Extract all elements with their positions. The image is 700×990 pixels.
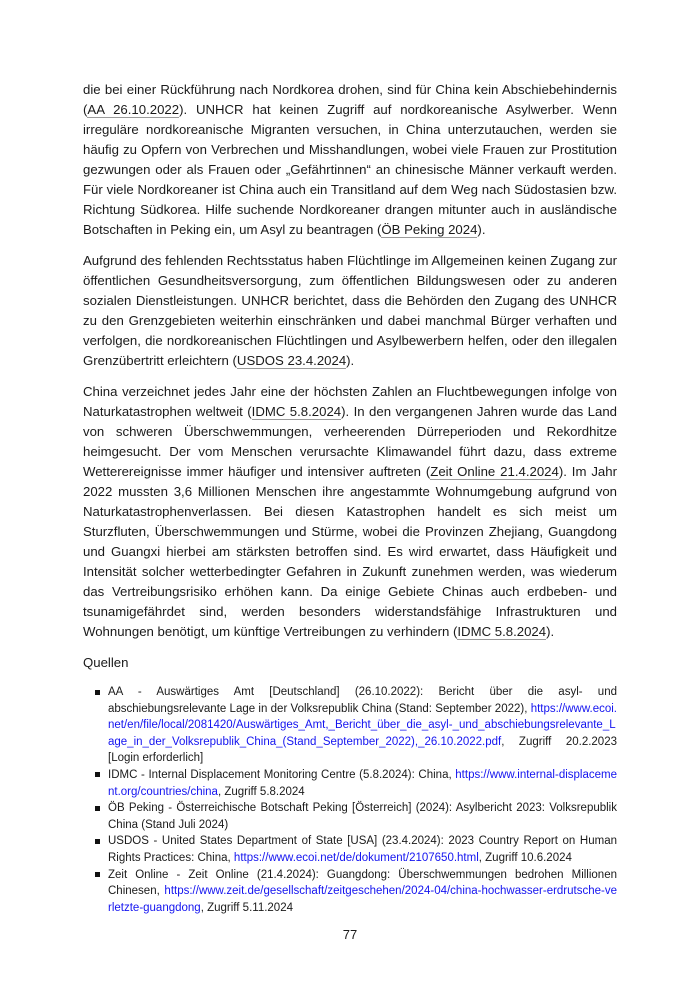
bullet-square-icon [95,872,100,877]
citation-link[interactable]: ÖB Peking 2024 [381,222,478,237]
bullet-square-icon [95,690,100,695]
text-run: IDMC - Internal Displacement Monitoring Centre (5.8.2024): China, [108,768,456,781]
text-run: , Zugriff 20.2.2023 [Login erforderlich] [108,735,617,765]
text-run: Aufgrund des fehlenden Rechtsstatus haben Flüchtlinge im Allgemeinen keinen Zugang zur öffentlichen Gesundheitsversorgung, zum öffentlichen Bildungswesen oder zu anderen sozialen Dienstleistungen. UNHCR berichtet, dass die Behörden den Zugang des UNHCR zu den Grenzgebieten weiterhin einschränken und dabei manchmal Bürger verhaften und verfolgen, die nordkoreanischen Flüchtlingen und Asylbewerbern helfen, oder den illegalen Grenzübertritt erleichtern ( [83,253,617,368]
page-number: 77 [342,927,358,942]
citation-link[interactable]: IDMC 5.8.2024 [457,624,547,639]
text-run: USDOS - United States Department of State [USA] (23.4.2024): 2023 Country Report on Human Rights Practices: China, [108,835,617,864]
source-item [83,833,617,866]
paragraph [83,80,617,240]
source-item [83,684,617,767]
external-link[interactable]: https://www.internal-displacement.org/countries/china [108,768,617,798]
external-link[interactable]: https://www.ecoi.net/de/dokument/2107650.html [233,851,479,864]
bullet-square-icon [95,839,100,844]
text-run: China verzeichnet jedes Jahr eine der höchsten Zahlen an Fluchtbewegungen infolge von Naturkatastrophen weltweit ( [83,384,617,419]
paragraph [83,382,617,642]
text-run: ). Im Jahr 2022 mussten 3,6 Millionen Menschen ihre angestammte Wohnumgebung aufgrund von Naturkatastrophenverlassen. Bei diesen Katastrophen handelt es sich meist um Sturzfluten, Überschwemmungen und Stürme, wobei die Provinzen Zhejiang, Guangdong und Guangxi hierbei am stärksten betroffen sind. Es wird erwartet, dass Häufigkeit und Intensität solcher wetterbedingter Gefahren in Zukunft zunehmen werden, was wiederum das Vertreibungsrisiko erhöhen kann. Da einige Gebiete Chinas auch erdbeben- und tsunamigefährdet sind, werden besonders widerstandsfähige Infrastrukturen und Wohnungen benötigt, um künftige Vertreibungen zu verhindern ( [83,464,617,639]
text-run: ). [346,353,355,368]
bullet-square-icon [95,772,100,777]
text-run: ). In den vergangenen Jahren wurde das Land von schweren Überschwemmungen, verheerenden Dürreperioden und Rekordhitze heimgesucht. Der vom Menschen verursachte Klimawandel führt dazu, dass extreme Wetterereignisse immer häufiger und intensiver auftreten ( [83,404,617,479]
text-run: , Zugriff 10.6.2024 [478,851,572,864]
sources-list [83,684,617,916]
body-text [83,80,617,642]
citation-link[interactable]: USDOS 23.4.2024 [236,353,347,368]
source-item [83,800,617,833]
page-content [83,80,617,916]
text-run: AA - Auswärtiges Amt [Deutschland] (26.10.2022): Bericht über die asyl- und abschiebungsrelevante Lage in der Volksrepublik China (Stand: September 2022), [108,686,617,715]
text-run: , Zugriff 5.8.2024 [217,785,305,798]
external-link[interactable]: https://www.ecoi.net/en/file/local/2081420/Auswärtiges_Amt,_Bericht_über_die_asyl-_und_abschiebungsrelevante_Lage_in_der_Volksrepublik_China_(Stand_September_2022),_26.10.2022.pdf [108,702,617,748]
external-link[interactable]: https://www.zeit.de/gesellschaft/zeitgeschehen/2024-04/china-hochwasser-erdrutsche-verletzte-guangdong [108,885,617,914]
sources-heading: Quellen [83,655,129,670]
source-item [83,767,617,800]
text-run: ÖB Peking - Österreichische Botschaft Peking [Österreich] (2024): Asylbericht 2023: Volksrepublik China (Stand Juli 2024) [108,802,617,831]
page-footer [0,926,700,944]
text-run: Zeit Online - Zeit Online (21.4.2024): Guangdong: Überschwemmungen bedrohen Millionen Chinesen, [108,868,617,898]
paragraph [83,251,617,371]
text-run: ). [546,624,555,639]
source-item [83,867,617,917]
citation-link[interactable]: Zeit Online 21.4.2024 [430,464,559,479]
text-run: , Zugriff 5.11.2024 [200,901,293,914]
text-run: die bei einer Rückführung nach Nordkorea drohen, sind für China kein Abschiebehindernis ( [83,82,617,117]
citation-link[interactable]: AA 26.10.2022 [87,102,180,117]
text-run: ). [477,222,486,237]
text-run: ). UNHCR hat keinen Zugriff auf nordkoreanische Asylwerber. Wenn irreguläre nordkoreanische Migranten versuchen, in China unterzutauchen, werden sie häufig zu Opfern von Verbrechen und Misshandlungen, wobei viele Frauen zur Prostitution gezwungen oder als Frauen oder „Gefährtinnen“ an chinesische Männer verkauft werden. Für viele Nordkoreaner ist China auch ein Transitland auf dem Weg nach Südostasien bzw. Richtung Südkorea. Hilfe suchende Nordkoreaner drangen mitunter auch in ausländische Botschaften in Peking ein, um Asyl zu beantragen ( [83,102,617,237]
bullet-square-icon [95,806,100,811]
citation-link[interactable]: IDMC 5.8.2024 [251,404,342,419]
